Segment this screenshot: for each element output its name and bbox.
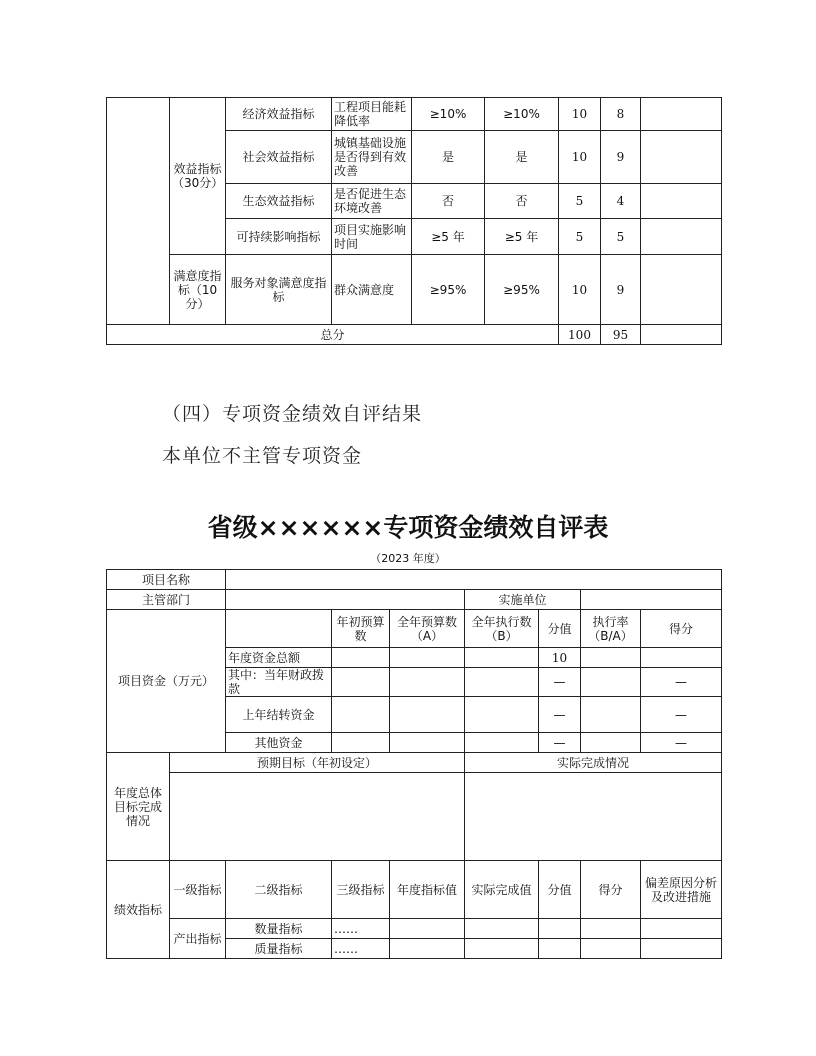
funds-cell[interactable] xyxy=(465,668,539,697)
actual-cell: 是 xyxy=(485,131,559,184)
level2-cell: 服务对象满意度指标 xyxy=(226,255,332,325)
funds-score xyxy=(641,648,722,668)
funds-cell[interactable] xyxy=(581,648,641,668)
section-note: 本单位不主管专项资金 xyxy=(162,445,363,467)
funds-weight: 10 xyxy=(539,648,581,668)
funds-cell[interactable] xyxy=(390,697,465,733)
funds-weight: — xyxy=(539,668,581,697)
level3-cell: 项目实施影响时间 xyxy=(332,219,412,255)
weight-cell: 10 xyxy=(559,98,601,131)
output-cell[interactable] xyxy=(390,939,465,959)
benefit-category xyxy=(170,98,226,255)
expected-goal-header: 预期目标（年初设定） xyxy=(170,753,465,773)
output-level3: …… xyxy=(332,919,390,939)
level3-cell: 工程项目能耗降低率 xyxy=(332,98,412,131)
satisfaction-category: 满意度指标（10分） xyxy=(170,255,226,325)
funds-score: — xyxy=(641,697,722,733)
weight-header: 分值 xyxy=(539,610,581,648)
actual-cell: ≥10% xyxy=(485,98,559,131)
perf-label: 绩效指标 xyxy=(107,861,170,959)
output-cell[interactable] xyxy=(581,919,641,939)
annual-budget-header: 全年预算数（A） xyxy=(390,610,465,648)
score-cell: 8 xyxy=(601,98,641,131)
dept-label: 主管部门 xyxy=(107,590,226,610)
total-note xyxy=(641,325,722,345)
funds-row-label: 年度资金总额 xyxy=(226,648,332,668)
output-cell[interactable] xyxy=(390,919,465,939)
funds-cell[interactable] xyxy=(332,648,390,668)
perf-header-actual-value: 实际完成值 xyxy=(465,861,539,919)
score-cell: 9 xyxy=(601,131,641,184)
level2-cell: 社会效益指标 xyxy=(226,131,332,184)
output-cell[interactable] xyxy=(641,939,722,959)
score-cell: 5 xyxy=(601,219,641,255)
actual-completion-header: 实际完成情况 xyxy=(465,753,722,773)
note-cell xyxy=(641,255,722,325)
score-header: 得分 xyxy=(641,610,722,648)
dept-value[interactable] xyxy=(226,590,465,610)
output-cell[interactable] xyxy=(465,939,539,959)
initial-budget-header: 年初预算数 xyxy=(332,610,390,648)
output-level2: 数量指标 xyxy=(226,919,332,939)
funds-row-label: 其他资金 xyxy=(226,733,332,753)
funds-score: — xyxy=(641,668,722,697)
funds-cell[interactable] xyxy=(465,697,539,733)
expected-goal-content[interactable] xyxy=(170,773,465,861)
funds-cell[interactable] xyxy=(332,697,390,733)
funds-cell[interactable] xyxy=(581,733,641,753)
funds-weight: — xyxy=(539,697,581,733)
output-level3: …… xyxy=(332,939,390,959)
target-cell: ≥95% xyxy=(412,255,485,325)
funds-cell[interactable] xyxy=(581,668,641,697)
funds-cell[interactable] xyxy=(581,697,641,733)
annual-exec-header: 全年执行数（B） xyxy=(465,610,539,648)
weight-cell: 5 xyxy=(559,184,601,219)
level3-cell: 城镇基础设施是否得到有效改善 xyxy=(332,131,412,184)
funds-cell[interactable] xyxy=(465,733,539,753)
project-name-value[interactable] xyxy=(226,570,722,590)
total-weight: 100 xyxy=(559,325,601,345)
level3-cell: 是否促进生态环境改善 xyxy=(332,184,412,219)
actual-cell: 否 xyxy=(485,184,559,219)
funds-row-label: 上年结转资金 xyxy=(226,697,332,733)
form-year: （2023 年度） xyxy=(370,552,446,565)
perf-header-level3: 三级指标 xyxy=(332,861,390,919)
note-cell xyxy=(641,184,722,219)
actual-cell: ≥5 年 xyxy=(485,219,559,255)
output-cell[interactable] xyxy=(581,939,641,959)
performance-table-continued xyxy=(106,97,722,345)
output-level2: 质量指标 xyxy=(226,939,332,959)
level2-cell: 生态效益指标 xyxy=(226,184,332,219)
funds-header-blank xyxy=(226,610,332,648)
target-cell: ≥10% xyxy=(412,98,485,131)
note-cell xyxy=(641,98,722,131)
output-cell[interactable] xyxy=(539,919,581,939)
weight-cell: 10 xyxy=(559,255,601,325)
section-heading: （四）专项资金绩效自评结果 xyxy=(162,403,423,425)
output-cell[interactable] xyxy=(465,919,539,939)
actual-completion-content[interactable] xyxy=(465,773,722,861)
funds-cell[interactable] xyxy=(390,733,465,753)
funds-cell[interactable] xyxy=(332,733,390,753)
perf-header-annual-value: 年度指标值 xyxy=(390,861,465,919)
impl-unit-label: 实施单位 xyxy=(465,590,581,610)
output-cell[interactable] xyxy=(641,919,722,939)
target-cell: 是 xyxy=(412,131,485,184)
exec-rate-header: 执行率（B/A） xyxy=(581,610,641,648)
score-cell: 4 xyxy=(601,184,641,219)
weight-cell: 5 xyxy=(559,219,601,255)
project-name-label: 项目名称 xyxy=(107,570,226,590)
level3-cell: 群众满意度 xyxy=(332,255,412,325)
annual-goal-label: 年度总体目标完成情况 xyxy=(107,753,170,861)
perf-header-level2: 二级指标 xyxy=(226,861,332,919)
perf-header-weight: 分值 xyxy=(539,861,581,919)
perf-header-level1: 一级指标 xyxy=(170,861,226,919)
funds-weight: — xyxy=(539,733,581,753)
form-title: 省级××××××专项资金绩效自评表 xyxy=(207,513,609,542)
target-cell: ≥5 年 xyxy=(412,219,485,255)
level2-cell: 经济效益指标 xyxy=(226,98,332,131)
benefit-category-text: 效益指标（30分） xyxy=(172,162,224,190)
level1-column-blank xyxy=(107,98,170,325)
funds-row-label: 其中：当年财政拨款 xyxy=(226,668,332,697)
output-cell[interactable] xyxy=(539,939,581,959)
actual-cell: ≥95% xyxy=(485,255,559,325)
perf-header-score: 得分 xyxy=(581,861,641,919)
funds-cell[interactable] xyxy=(390,648,465,668)
note-cell xyxy=(641,219,722,255)
total-score: 95 xyxy=(601,325,641,345)
funds-score: — xyxy=(641,733,722,753)
funds-label: 项目资金（万元） xyxy=(107,610,226,753)
funds-cell[interactable] xyxy=(332,668,390,697)
funds-cell[interactable] xyxy=(465,648,539,668)
note-cell xyxy=(641,131,722,184)
target-cell: 否 xyxy=(412,184,485,219)
score-cell: 9 xyxy=(601,255,641,325)
weight-cell: 10 xyxy=(559,131,601,184)
level2-cell: 可持续影响指标 xyxy=(226,219,332,255)
impl-unit-value[interactable] xyxy=(581,590,722,610)
self-evaluation-form xyxy=(106,569,722,959)
perf-header-deviation: 偏差原因分析及改进措施 xyxy=(641,861,722,919)
funds-cell[interactable] xyxy=(390,668,465,697)
output-label: 产出指标 xyxy=(170,919,226,959)
total-label: 总分 xyxy=(107,325,559,345)
